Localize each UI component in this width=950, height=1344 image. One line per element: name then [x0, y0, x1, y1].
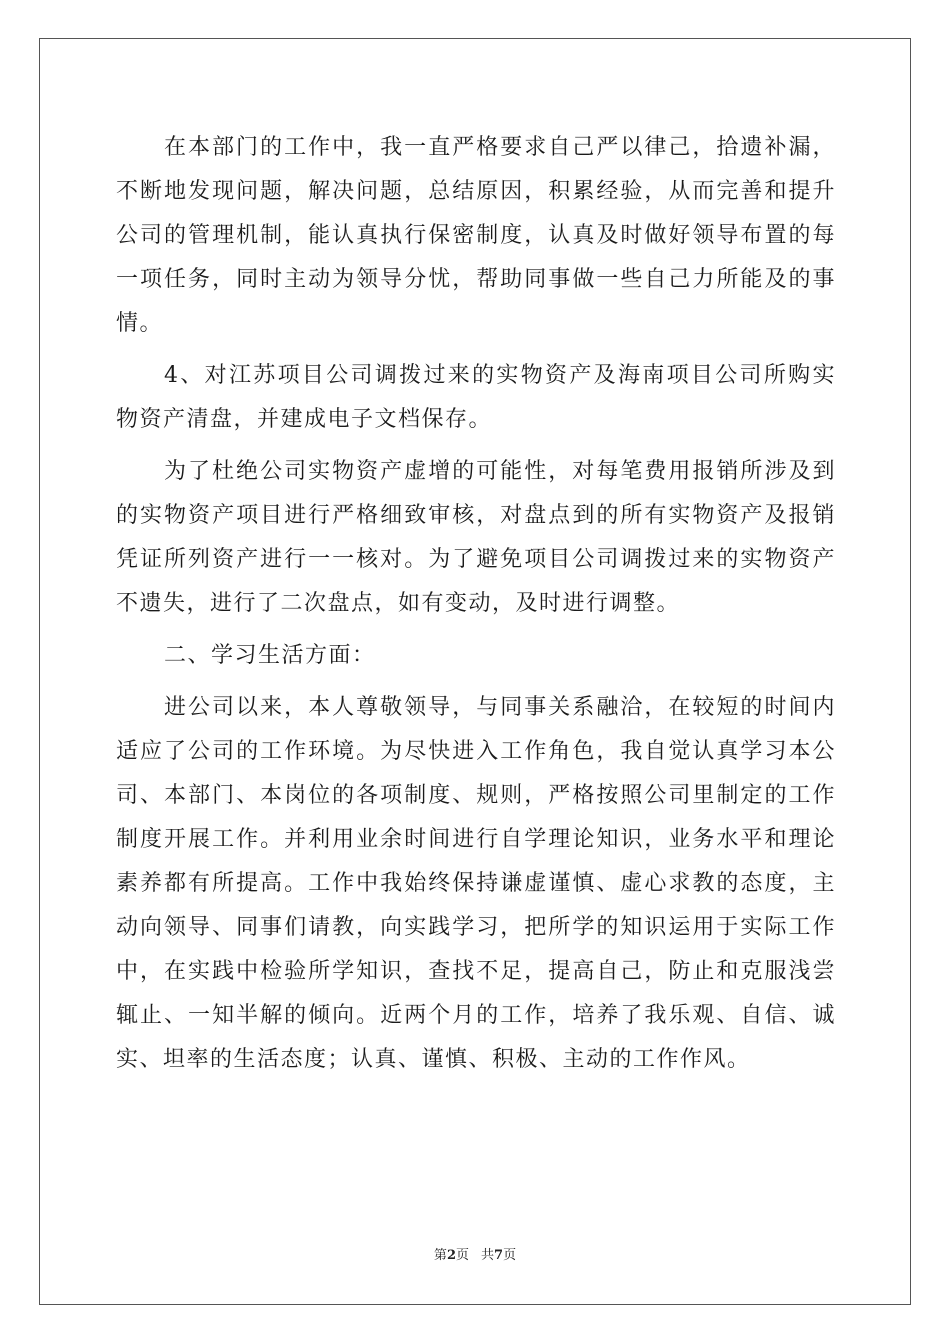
paragraph-study-life: 进公司以来，本人尊敬领导，与同事关系融洽，在较短的时间内适应了公司的工作环境。为尽快进入工作角色，我自觉认真学习本公司、本部门、本岗位的各项制度、规则，严格按照公司里制定的工作制度开展工作。并利用业余时间进行自学理论知识，业务水平和理论素养都有所提高。工作中我始终保持谦虚谨慎、虚心求教的态度，主动向领导、同事们请教，向实践学习，把所学的知识运用于实际工作中，在实践中检验所学知识，查找不足，提高自己，防止和克服浅尝辄止、一知半解的倾向。近两个月的工作，培养了我乐观、自信、诚实、坦率的生活态度；认真、谨慎、积极、主动的工作作风。: [116, 695, 836, 1072]
footer-total-suffix: 页: [503, 1248, 517, 1263]
document-body: [116, 126, 836, 1082]
footer-total-pages: 7: [494, 1248, 504, 1263]
paragraph-work-attitude: 在本部门的工作中，我一直严格要求自己严以律己，拾遗补漏，不断地发现问题，解决问题，总结原因，积累经验，从而完善和提升公司的管理机制，能认真执行保密制度，认真及时做好领导布置的每一项任务，同时主动为领导分忧，帮助同事做一些自己力所能及的事情。: [116, 135, 836, 336]
footer-prefix: 第: [433, 1248, 447, 1263]
section-heading-study-life: 二、学习生活方面：: [164, 643, 376, 668]
footer-page-word: 页: [455, 1248, 469, 1263]
page-footer: [0, 1247, 950, 1265]
footer-current-page: 2: [446, 1248, 456, 1263]
footer-total-prefix: 共: [481, 1248, 495, 1263]
paragraph-asset-inventory: 4、对江苏项目公司调拨过来的实物资产及海南项目公司所购实物资产清盘，并建成电子文档保存。: [116, 363, 836, 432]
paragraph-asset-review: 为了杜绝公司实物资产虚增的可能性，对每笔费用报销所涉及到的实物资产项目进行严格细致审核，对盘点到的所有实物资产及报销凭证所列资产进行一一核对。为了避免项目公司调拨过来的实物资产不遗失，进行了二次盘点，如有变动，及时进行调整。: [116, 459, 836, 616]
